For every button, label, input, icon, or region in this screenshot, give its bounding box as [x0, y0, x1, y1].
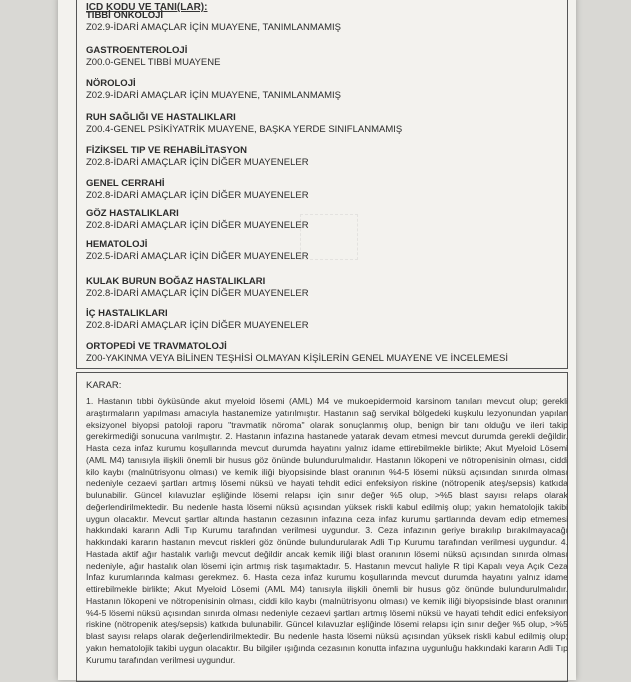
icd-code: Z02.8-İDARİ AMAÇLAR İÇİN DİĞER MUAYENELER — [86, 320, 309, 331]
department-entry — [86, 78, 341, 102]
department-entry — [86, 178, 309, 202]
department-name: GÖZ HASTALIKLARI — [86, 208, 179, 219]
icd-code: Z02.9-İDARİ AMAÇLAR İÇİN MUAYENE, TANIMLANMAMIŞ — [86, 90, 341, 101]
department-name: GENEL CERRAHİ — [86, 178, 165, 189]
department-entry — [86, 45, 220, 69]
department-entry — [86, 112, 402, 136]
department-name: İÇ HASTALIKLARI — [86, 308, 168, 319]
department-name: TIBBİ ONKOLOJİ — [86, 10, 164, 21]
icd-code: Z02.5-İDARİ AMAÇLAR İÇİN DİĞER MUAYENELER — [86, 251, 309, 262]
icd-code: Z00.0-GENEL TIBBİ MUAYENE — [86, 57, 221, 68]
icd-code: Z02.9-İDARİ AMAÇLAR İÇİN MUAYENE, TANIMLANMAMIŞ — [86, 22, 341, 33]
karar-text: 1. Hastanın tıbbi öyküsünde akut myeloid lösemi (AML) M4 ve mukoepidermoid karsinom tanıları mevcut olup; gerekli araştırmaların yapılması amacıyla hastanemize yatırılmıştır. Hastanın sağ servikal bölgedeki kuşkulu lezyonundan yapılan eksizyonel biyopsi patoloji raporu "travmatik nöroma" olarak sonuçlanmış olup, benign bir tanı olduğu ve ileri takip gerekirmediği sonucuna varılmıştır. 2. Hastanın infazına hastanede yatarak devam etmesi mevcut durumda gerekli değildir. Hasta ceza infaz kurumu koşullarında mevcut durumda hayatını yalnız idame ettirebilmekle birlikte; Akut Myeloid Lösemi (AML M4) tanısıyla ilişkili önemli bir husus göz önünde bulundurulmalıdır. Hastanın lökopeni ve nötropenisinin olması, ciddi kilo kaybı (malnütrisyonu olması) ve kemik iliği biyopsisinde blast oranının %4-5 lösemi nüksü açısından sınırda olması nedeniyle cezaevi şartları artmış lösemi nüksü ve hayati tehdit edici enfeksiyon riskine (nötropenik ateş/sepsis) katkıda bulunabilir. Güncel kılavuzlar eşliğinde lösemi relapsı için sınır değer %5 olup, >%5 blast sayısı relaps olarak değerlendirilmektedir. Bu nedenle hasta lösemi nüksü açısından yüksek riskli kabul edilmiş olup; yakın hematolojik takibi uygun olacaktır. Mevcut şartlar altında hastanın cezasının infazına ceza infaz kurumu şartlarında devam edip etmemesi hakkındaki kararın Adli Tıp Kurumu tarafından verilmesi uygundur. 3. Ceza infazının geriye bırakılıp bırakılmayacağı hakkındaki kararın hastanın mevcut riskleri göz önünde bulundurularak Adli Tıp Kurumu tarafından verilmesi uygundur. 4. Hastada aktif ağır hastalık varlığı mevcut değildir ancak kemik iliği blast oranının lösemi nüksü açısından sınırda olması nedeniyle, ağır hastalık olan lösemi için artmış risk taşımaktadır. 5. Hastanın mevcut haliyle R tipi Kapalı veya Açık Ceza İnfaz kurumlarında kalması gerekmez. 6. Hasta ceza infaz kurumu koşullarında mevcut durumda hayatını yalnız idame ettirebilmekle birlikte; Akut Myeloid Lösemi (AML M4) tanısıyla ilişkili önemli bir husus göz önünde bulundurulmalıdır. Hastanın lökopeni ve nötropenisinin olması, ciddi kilo kaybı (malnütrisyonu olması) ve kemik iliği biyopsisinde blast oranının %4-5 lösemi nüksü açısından sınırda olması nedeniyle cezaevi şartları artmış lösemi nüksü ve hayati tehdit edici enfeksiyon riskine (nötropenik ateş/sepsis) katkıda bulunabilir. Güncel kılavuzlar eşliğinde lösemi relapsı için sınır değer %5 olup, >%5 blast sayısı relaps olarak değerlendirilmektedir. Bu nedenle hasta lösemi nüksü açısından yüksek riskli kabul edilmiş olup; yakın hematolojik takibi uygun olacaktır. Bu bilgiler ışığında cezasının konutta infazına uygunluğu hakkındaki kararın Adli Tıp Kurumu tarafından verilmesi uygundur. — [86, 396, 568, 665]
department-entry — [86, 308, 309, 332]
document-page — [58, 0, 576, 680]
faded-stamp — [300, 214, 358, 260]
karar-title: KARAR: — [86, 380, 122, 391]
department-name: ORTOPEDİ VE TRAVMATOLOJİ — [86, 341, 227, 352]
department-entry — [86, 145, 309, 169]
icd-title: ICD KODU VE TANI(LAR): — [86, 2, 208, 13]
department-name: KULAK BURUN BOĞAZ HASTALIKLARI — [86, 276, 266, 287]
department-name: FİZİKSEL TIP VE REHABİLİTASYON — [86, 145, 247, 156]
icd-code: Z02.8-İDARİ AMAÇLAR İÇİN DİĞER MUAYENELER — [86, 288, 309, 299]
icd-code: Z02.8-İDARİ AMAÇLAR İÇİN DİĞER MUAYENELER — [86, 157, 309, 168]
icd-code: Z02.8-İDARİ AMAÇLAR İÇİN DİĞER MUAYENELER — [86, 220, 309, 231]
department-name: RUH SAĞLIĞI VE HASTALIKLARI — [86, 112, 236, 123]
department-entry — [86, 341, 508, 365]
icd-code: Z00-YAKINMA VEYA BİLİNEN TEŞHİSİ OLMAYAN KİŞİLERİN GENEL MUAYENE VE İNCELEMESİ — [86, 353, 508, 364]
icd-code: Z00.4-GENEL PSİKİYATRİK MUAYENE, BAŞKA YERDE SINIFLANMAMIŞ — [86, 124, 403, 135]
department-entry — [86, 208, 309, 232]
department-name: HEMATOLOJİ — [86, 239, 148, 250]
department-name: NÖROLOJİ — [86, 78, 136, 89]
department-entry — [86, 276, 309, 300]
department-entry — [86, 239, 309, 263]
department-name: GASTROENTEROLOJİ — [86, 45, 188, 56]
department-entry — [86, 10, 341, 34]
icd-code: Z02.8-İDARİ AMAÇLAR İÇİN DİĞER MUAYENELER — [86, 190, 309, 201]
